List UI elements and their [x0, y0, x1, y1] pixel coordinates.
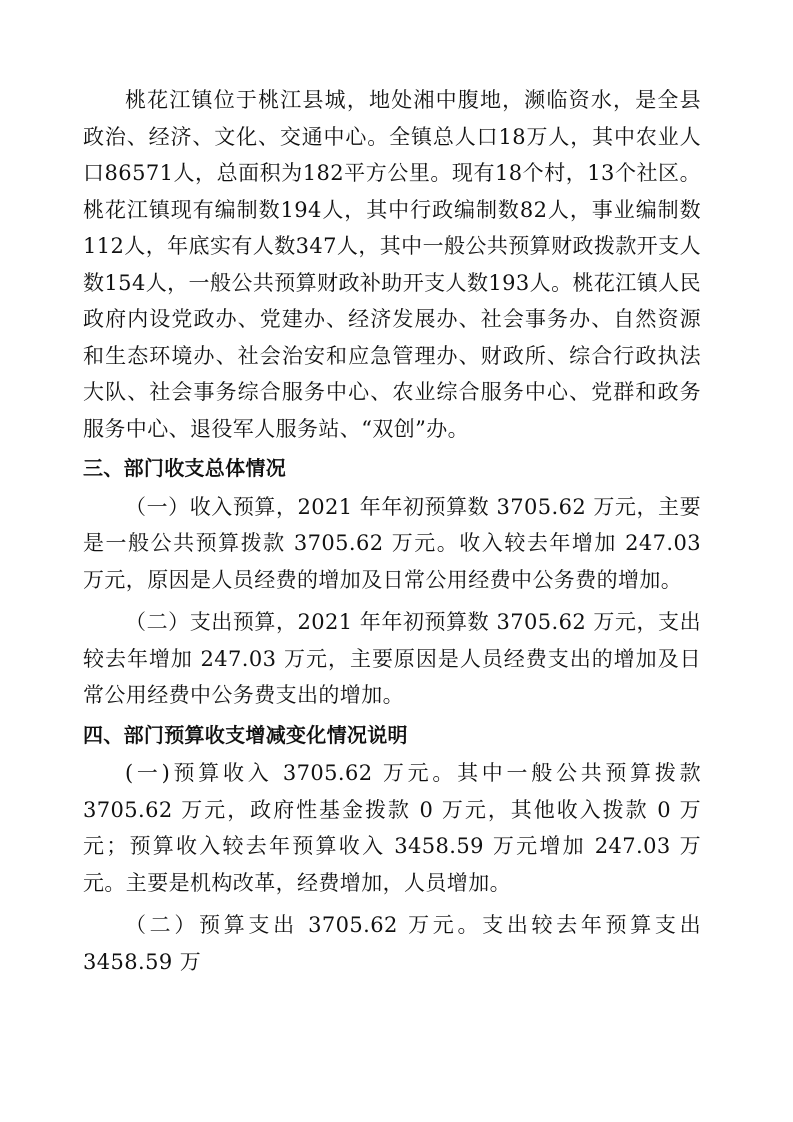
intro-paragraph: 桃花江镇位于桃江县城，地处湘中腹地，濒临资水，是全县政治、经济、文化、交通中心。全镇总人口18万人，其中农业人口86571人，总面积为182平方公里。现有18个村，13个社区。桃花江镇现有编制数194人，其中行政编制数82人，事业编制数112人，年底实有人数347人，其中一般公共预算财政拨款开支人数154人，一般公共预算财政补助开支人数193人。桃花江镇人民政府内设党政办、党建办、经济发展办、社会事务办、自然资源和生态环境办、社会治安和应急管理办、财政所、综合行政执法大队、社会事务综合服务中心、农业综合服务中心、党群和政务服务中心、退役军人服务站、“双创”办。 [83, 88, 701, 441]
section-heading-4: 四、部门预算收支增减变化情况说明 [83, 722, 408, 747]
income-budget-paragraph: （一）收入预算，2021 年年初预算数 3705.62 万元，主要是一般公共预算拨款 3705.62 万元。收入较去年增加 247.03 万元，原因是人员经费的增加及日常公用经费中公务费的增加。 [83, 494, 701, 592]
expenditure-budget-paragraph: （二）支出预算，2021 年年初预算数 3705.62 万元，支出较去年增加 247.03 万元，主要原因是人员经费支出的增加及日常公用经费中公务费支出的增加。 [83, 610, 701, 707]
section-heading-3: 三、部门收支总体情况 [83, 456, 286, 480]
budget-income-change-paragraph: (一)预算收入 3705.62 万元。其中一般公共预算拨款 3705.62 万元，政府性基金拨款 0 万元，其他收入拨款 0 万元；预算收入较去年预算收入 3458.59 万元增加 247.03 万元。主要是机构改革，经费增加，人员增加。 [83, 761, 701, 895]
budget-expenditure-change-paragraph: （二）预算支出 3705.62 万元。支出较去年预算支出 3458.59 万 [83, 913, 701, 974]
